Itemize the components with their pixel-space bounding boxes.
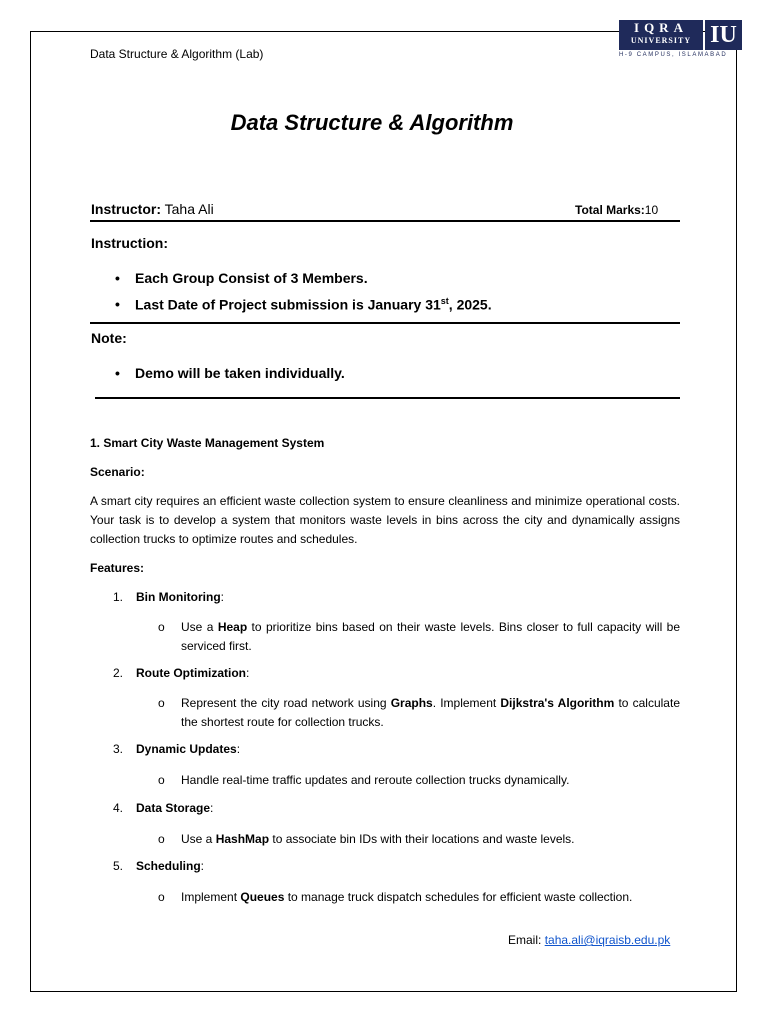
university-logo	[619, 20, 742, 62]
features-label: Features:	[90, 561, 145, 575]
marks-label: Total Marks:	[575, 203, 645, 217]
divider	[95, 397, 680, 399]
scenario-text: A smart city requires an efficient waste collection system to ensure cleanliness and minimize operational costs. Your task is to develop a system that monitors waste levels in bins across the city and dynamically assigns collection trucks to optimize routes and schedules.	[90, 494, 680, 546]
logo-iqra: IQRA	[634, 20, 688, 35]
marks-value: 10	[644, 203, 659, 217]
feature-item: 1. Bin Monitoring :	[113, 590, 224, 604]
feature-item: 2. Route Optimization :	[113, 666, 250, 680]
logo-campus: H-9 CAMPUS, ISLAMABAD	[619, 52, 728, 58]
header-course: Data Structure & Algorithm (Lab)	[90, 47, 264, 61]
feature-detail: o Implement Queues to manage truck dispatch schedules for efficient waste collection.	[158, 888, 680, 907]
circle-bullet-icon: o	[158, 773, 165, 787]
instructor-label: Instructor:	[91, 201, 161, 217]
circle-bullet-icon: o	[158, 890, 165, 904]
logo-university: UNIVERSITY	[630, 36, 692, 45]
instructor-name: Taha Ali	[164, 201, 214, 217]
circle-bullet-icon: o	[158, 620, 165, 634]
scenario-label: Scenario:	[90, 465, 145, 479]
instructor-line	[91, 201, 214, 217]
instruction-item: • Each Group Consist of 3 Members.	[115, 270, 368, 286]
note-heading: Note:	[91, 330, 127, 346]
bullet-icon: •	[115, 365, 120, 381]
instruction-item: • Last Date of Project submission is January 31st, 2025.	[115, 296, 492, 313]
instruction-heading: Instruction:	[91, 235, 168, 251]
logo-mark: IU	[705, 20, 742, 50]
feature-item: 5. Scheduling :	[113, 859, 205, 873]
document-title: Data Structure & Algorithm	[230, 110, 514, 135]
footer-email: Email: taha.ali@iqraisb.edu.pk	[508, 933, 671, 947]
total-marks	[575, 203, 658, 217]
feature-detail: o Use a HashMap to associate bin IDs with their locations and waste levels.	[158, 830, 680, 849]
feature-item: 4. Data Storage :	[113, 801, 214, 815]
feature-detail: o Handle real-time traffic updates and reroute collection trucks dynamically.	[158, 771, 680, 790]
feature-item: 3. Dynamic Updates :	[113, 742, 241, 756]
email-link[interactable]: taha.ali@iqraisb.edu.pk	[544, 933, 671, 947]
circle-bullet-icon: o	[158, 696, 165, 710]
project-title: 1. Smart City Waste Management System	[90, 436, 325, 450]
circle-bullet-icon: o	[158, 832, 165, 846]
divider	[90, 322, 680, 324]
bullet-icon: •	[115, 296, 120, 312]
bullet-icon: •	[115, 270, 120, 286]
feature-detail: o Use a Heap to prioritize bins based on their waste levels. Bins closer to full capacity will be serviced first.	[158, 618, 680, 656]
divider	[90, 220, 680, 222]
note-item: • Demo will be taken individually.	[115, 365, 345, 381]
feature-detail: o Represent the city road network using Graphs. Implement Dijkstra's Algorithm to calculate the shortest route for collection trucks.	[158, 694, 680, 732]
